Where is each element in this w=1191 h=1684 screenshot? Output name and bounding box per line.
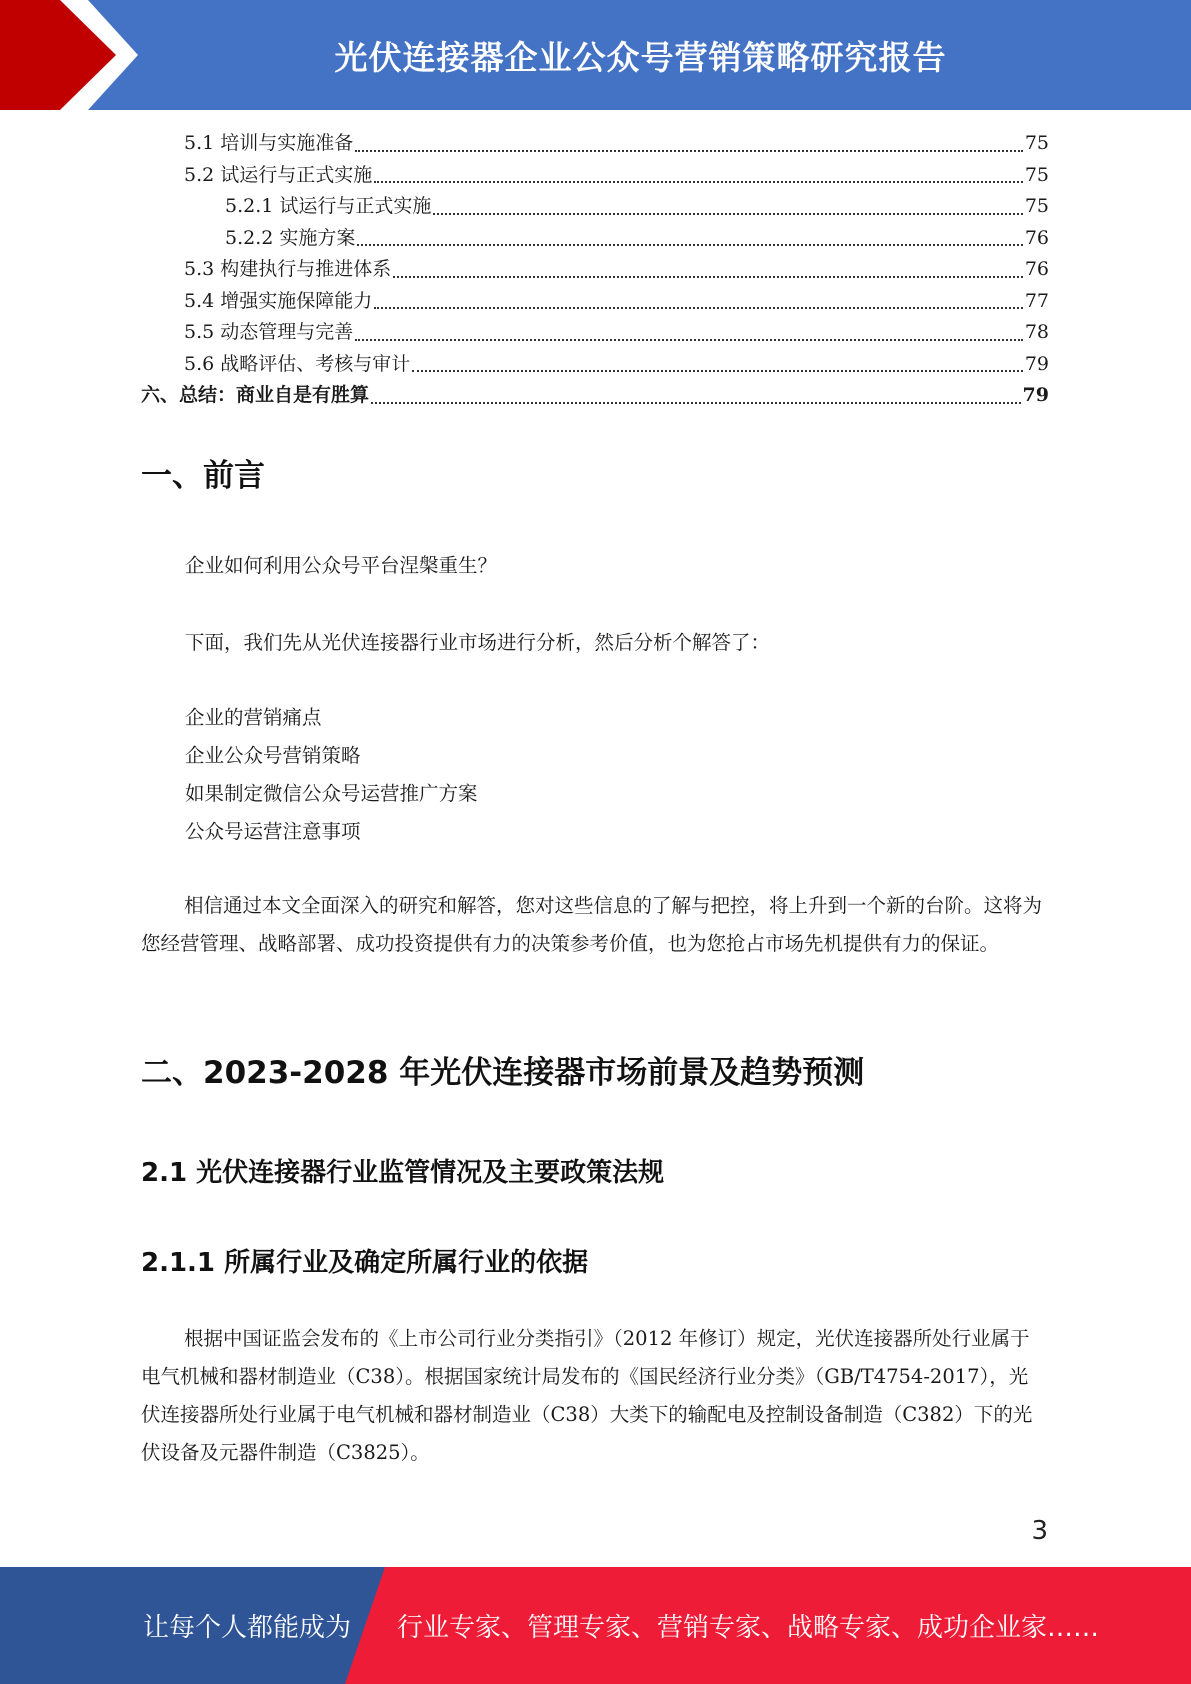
toc-entry-label: 5.2.2 实施方案 <box>225 226 356 249</box>
footer-slogan-left: 让每个人都能成为 <box>143 1613 352 1643</box>
section-heading-market-outlook: 二、2023-2028 年光伏连接器市场前景及趋势预测 <box>141 1055 865 1091</box>
toc-entry-page: 79 <box>1024 352 1049 375</box>
toc-entry-page: 75 <box>1024 195 1049 217</box>
toc-entry-label: 5.1 培训与实施准备 <box>184 132 354 154</box>
toc-entry[interactable] <box>141 380 1049 412</box>
toc-entry[interactable] <box>141 223 1049 255</box>
report-title: 光伏连接器企业公众号营销策略研究报告 <box>334 37 947 77</box>
toc-entry-label: 5.4 增强实施保障能力 <box>184 289 373 312</box>
toc-entry[interactable] <box>141 254 1049 286</box>
toc-entry-label: 5.5 动态管理与完善 <box>184 321 354 343</box>
toc-leader-dots <box>374 307 1023 309</box>
toc-entry-label: 六、总结：商业自是有胜算 <box>141 384 370 406</box>
toc-entry[interactable] <box>141 286 1049 318</box>
footer-slogan-right: 行业专家、管理专家、营销专家、战略专家、成功企业家…… <box>397 1613 1100 1643</box>
preface-list-item: 企业的营销痛点 <box>185 706 322 729</box>
header-arrow-decoration <box>0 0 160 110</box>
toc-entry-page: 79 <box>1022 384 1049 406</box>
industry-classification-body: 根据中国证监会发布的《上市公司行业分类指引》（2012 年修订）规定，光伏连接器所处行业属于电气机械和器材制造业（C38）。根据国家统计局发布的《国民经济行业分类》（GB/T4754-2017），光伏连接器所处行业属于电气机械和器材制造业（C38）大类下的输配电及控制设备制造（C382）下的光伏设备及元器件制造（C3825）。 <box>141 1327 1033 1464</box>
toc-entry-page: 75 <box>1024 132 1049 154</box>
header-banner <box>0 0 1191 110</box>
toc-entry-page: 78 <box>1024 321 1049 343</box>
preface-list-item: 如果制定微信公众号运营推广方案 <box>185 782 478 805</box>
table-of-contents <box>141 128 1049 412</box>
toc-entry-label: 5.6 战略评估、考核与审计 <box>184 352 411 375</box>
preface-question: 企业如何利用公众号平台涅槃重生？ <box>185 554 498 577</box>
toc-entry-label: 5.2 试运行与正式实施 <box>184 163 373 186</box>
toc-entry[interactable] <box>141 160 1049 192</box>
toc-entry-page: 76 <box>1024 226 1049 249</box>
subsection-heading-regulation: 2.1 光伏连接器行业监管情况及主要政策法规 <box>141 1158 665 1188</box>
preface-conclusion: 相信通过本文全面深入的研究和解答，您对这些信息的了解与把控，将上升到一个新的台阶。这将为您经营管理、战略部署、成功投资提供有力的决策参考价值，也为您抢占市场先机提供有力的保证。 <box>141 894 1043 955</box>
toc-leader-dots <box>355 339 1023 341</box>
toc-entry-label: 5.3 构建执行与推进体系 <box>184 258 392 280</box>
preface-list-item: 公众号运营注意事项 <box>185 820 361 843</box>
toc-entry[interactable] <box>141 349 1049 381</box>
toc-entry-page: 75 <box>1024 163 1049 186</box>
toc-entry[interactable] <box>141 317 1049 349</box>
section-heading-preface: 一、前言 <box>141 458 265 494</box>
toc-entry-page: 77 <box>1024 289 1049 312</box>
toc-leader-dots <box>433 213 1022 215</box>
toc-leader-dots <box>393 276 1023 278</box>
toc-leader-dots <box>357 244 1022 246</box>
toc-leader-dots <box>355 150 1023 152</box>
preface-intro: 下面，我们先从光伏连接器行业市场进行分析，然后分析个解答了： <box>185 631 771 654</box>
toc-leader-dots <box>374 181 1023 183</box>
subsection-heading-industry-classification: 2.1.1 所属行业及确定所属行业的依据 <box>141 1248 589 1278</box>
page-number: 3 <box>1031 1516 1048 1546</box>
toc-entry-label: 5.2.1 试运行与正式实施 <box>225 195 432 217</box>
toc-entry[interactable] <box>141 191 1049 223</box>
preface-list-item: 企业公众号营销策略 <box>185 744 361 767</box>
toc-entry-page: 76 <box>1024 258 1049 280</box>
toc-leader-dots <box>412 370 1023 372</box>
footer-banner <box>0 1567 1191 1684</box>
toc-entry[interactable] <box>141 128 1049 160</box>
toc-leader-dots <box>371 402 1021 404</box>
